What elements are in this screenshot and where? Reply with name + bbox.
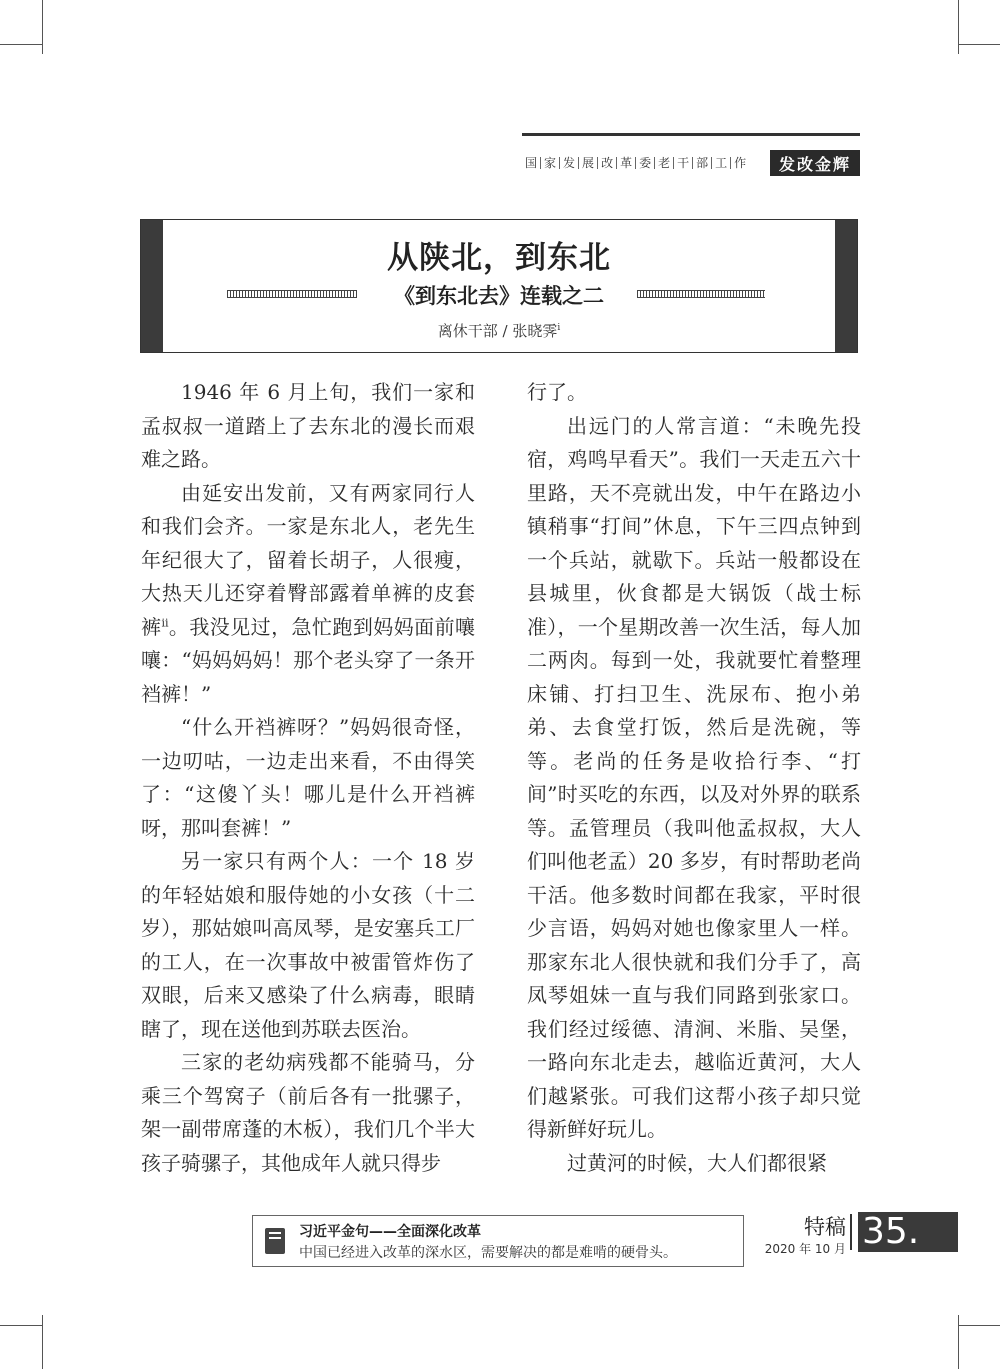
org-char: 展 <box>579 157 598 169</box>
crop-mark <box>42 44 43 54</box>
quote-box <box>252 1215 744 1267</box>
crop-mark <box>958 0 959 54</box>
org-char: 干 <box>674 157 693 169</box>
paragraph: 三家的老幼病残都不能骑马，分乘三个驾窝子（前后各有一批骡子，架一副带席蓬的木板），我们几个半大孩子骑骡子，其他成年人就只得步 <box>141 1050 475 1175</box>
body-column-right <box>527 376 861 1180</box>
org-char: 发 <box>560 157 579 169</box>
page-separator <box>850 1214 852 1250</box>
paragraph: 1946 年 6 月上旬，我们一家和孟叔叔一道踏上了去东北的漫长而艰难之路。 <box>141 380 475 471</box>
issue-date: 2020 年 10 月 <box>764 1242 846 1256</box>
crop-mark <box>958 1325 1000 1326</box>
org-char: 部 <box>693 157 712 169</box>
quote-title: 习近平金句——全面深化改革 <box>299 1224 481 1240</box>
org-char: 改 <box>598 157 617 169</box>
article-title: 从陕北，到东北 <box>387 240 611 276</box>
crop-mark <box>958 44 1000 45</box>
crop-mark <box>42 0 43 44</box>
org-char: 作 <box>734 156 747 170</box>
author-line <box>141 320 857 341</box>
paragraph: 出远门的人常言道：“未晚先投宿，鸡鸣早看天”。我们一天走五六十里路，天不亮就出发，中午在路边小镇稍事“打间”休息，下午三四点钟到一个兵站，就歇下。兵站一般都设在县城里，伙食都是大锅饭（战士标准），一个星期改善一次生活，每人加二两肉。每到一处，我就要忙着整理床铺、打扫卫生、洗尿布、抱小弟弟、去食堂打饭，然后是洗碗，等等。老尚的任务是收拾行李、“打间”时买吃的东西，以及对外界的联系等。孟管理员（我叫他孟叔叔，大人们叫他老孟）20 多岁，有时帮助老尚干活。他多数时间都在我家，平时很少言语，妈妈对她也像家里人一样。那家东北人很快就和我们分手了，高凤琴姐妹一直与我们同路到张家口。我们经过绥德、清涧、米脂、吴堡，一路向东北走去，越临近黄河，大人们越紧张。可我们这帮小孩子却只觉得新鲜好玩儿。 <box>527 413 861 1141</box>
crop-mark <box>0 44 42 45</box>
crop-mark <box>42 1315 43 1369</box>
decor-rule-right <box>637 290 765 298</box>
quote-text: 中国已经进入改革的深水区，需要解决的都是难啃的硬骨头。 <box>299 1245 677 1261</box>
section-name: 特稿 <box>804 1215 846 1239</box>
body-column-left <box>141 376 475 1180</box>
org-char: 委 <box>636 157 655 169</box>
article-subtitle: 《到东北去》连载之二 <box>394 284 604 308</box>
org-name <box>522 153 749 173</box>
paragraph: 过黄河的时候，大人们都很紧 <box>567 1150 827 1175</box>
paragraph: “什么开裆裤呀？”妈妈很奇怪，一边叨咕，一边走出来看，不由得笑了：“这傻丫头！哪儿是什么开裆裤呀，那叫套裤！” <box>141 715 475 840</box>
paragraph: 另一家只有两个人：一个 18 岁的年轻姑娘和服侍她的小女孩（十二岁），那姑娘叫高凤琴，是安塞兵工厂的工人，在一次事故中被雷管炸伤了双眼，后来又感染了什么病毒，眼睛瞎了，现在送他到苏联去医治。 <box>141 849 475 1041</box>
footnote-mark: i <box>557 323 561 333</box>
crop-mark <box>0 1325 42 1326</box>
book-icon <box>265 1228 285 1254</box>
org-char: 工 <box>712 157 731 169</box>
title-box <box>140 219 858 353</box>
paragraph: 由延安出发前，又有两家同行人和我们会齐。一家是东北人，老先生年纪很大了，留着长胡子，人很瘦，大热天儿还穿着臀部露着单裤的皮套裤$^{ii}$。我没见过，急忙跑到妈妈面前嚷嚷：“妈妈妈妈！那个老头穿了一条开裆裤！” <box>141 480 476 706</box>
org-char: 家 <box>541 157 560 169</box>
crop-mark <box>958 1315 959 1369</box>
page-number: 35. <box>858 1212 958 1252</box>
org-char: 国 <box>522 157 541 169</box>
org-char: 老 <box>655 157 674 169</box>
org-char: 革 <box>617 157 636 169</box>
author-name: 离休干部 / 张晓霁 <box>437 322 558 340</box>
paragraph: 行了。 <box>527 380 587 404</box>
column-brand: 发改金辉 <box>770 150 860 176</box>
footnote-mark: ii <box>161 615 169 629</box>
header-rule <box>522 133 860 136</box>
